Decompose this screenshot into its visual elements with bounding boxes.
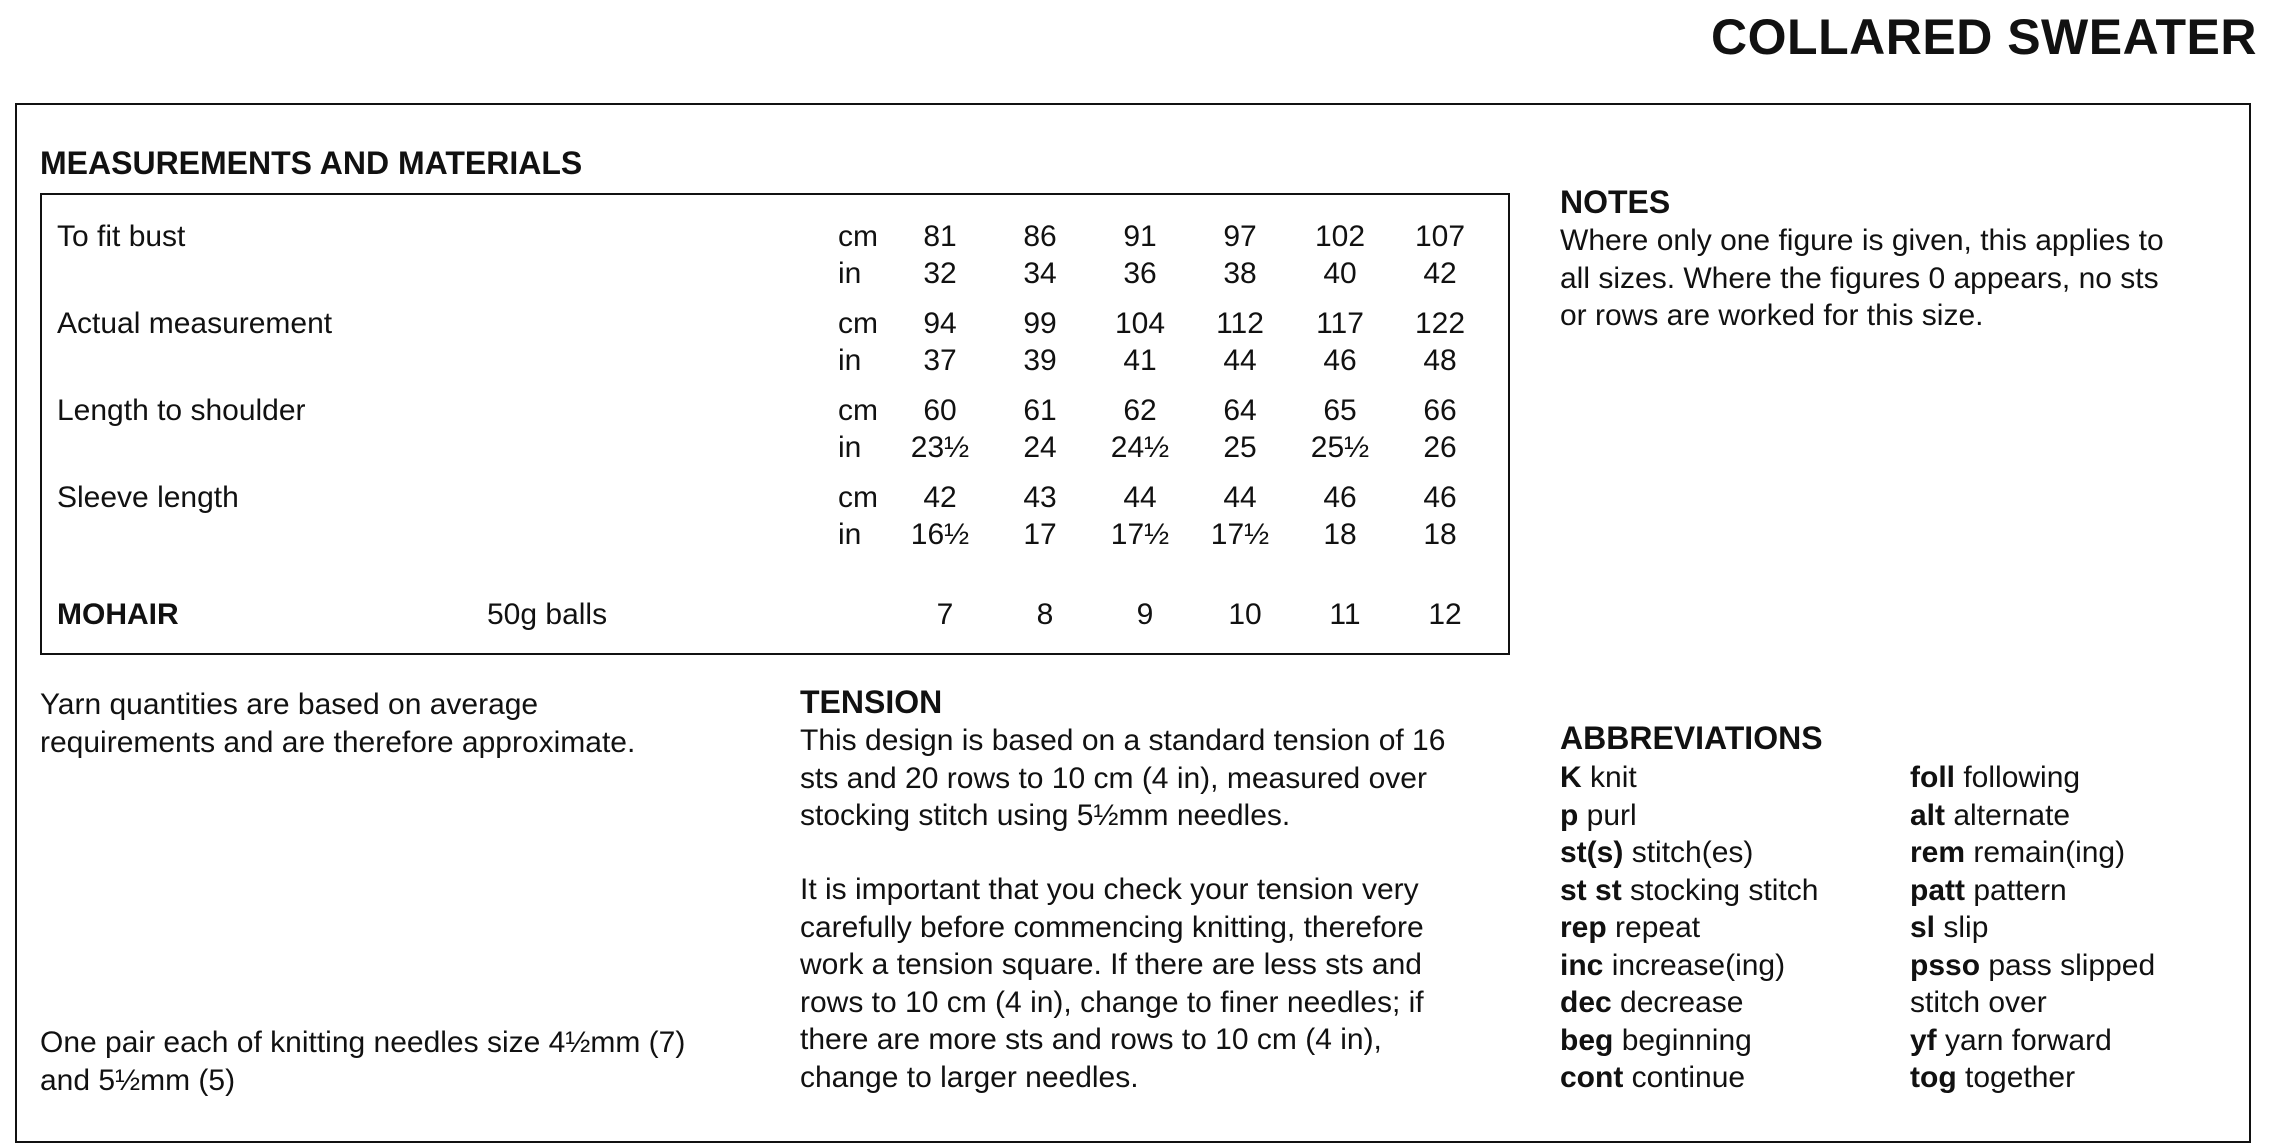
tension-line: there are more sts and rows to 10 cm (4 in), bbox=[800, 1023, 1382, 1056]
abbreviation-meaning: decrease bbox=[1620, 986, 1744, 1019]
value-cm: 117 bbox=[1316, 307, 1364, 340]
abbreviation-meaning: yarn forward bbox=[1945, 1023, 2112, 1057]
abbreviation-item bbox=[1560, 1059, 1818, 1097]
yarn-balls-value: 11 bbox=[1329, 598, 1361, 631]
yarn-unit: 50g balls bbox=[487, 598, 608, 631]
value-cm: 61 bbox=[1023, 394, 1057, 427]
notes-heading: NOTES bbox=[1560, 184, 1671, 220]
value-cm: 65 bbox=[1323, 394, 1357, 427]
value-cm: 94 bbox=[923, 307, 957, 340]
unit-cm: cm bbox=[838, 394, 878, 427]
tension-paragraph-1 bbox=[800, 722, 1445, 835]
abbreviation-term: rem bbox=[1910, 836, 1966, 869]
abbreviation-term: rep bbox=[1560, 911, 1607, 944]
abbreviation-meaning: stocking stitch bbox=[1630, 873, 1819, 907]
abbreviation-term: alt bbox=[1910, 798, 1946, 832]
value-cm: 97 bbox=[1223, 220, 1257, 253]
notes-line: or rows are worked for this size. bbox=[1560, 299, 1984, 332]
value-cm: 102 bbox=[1314, 220, 1366, 253]
value-in: 16½ bbox=[910, 518, 970, 551]
abbreviation-term: cont bbox=[1560, 1061, 1624, 1094]
value-cm: 66 bbox=[1423, 394, 1457, 427]
value-in: 18 bbox=[1423, 518, 1457, 551]
yarn-note-line: requirements and are therefore approximate. bbox=[40, 725, 636, 759]
tension-paragraph-2 bbox=[800, 871, 1424, 1096]
needles-line: One pair each of knitting needles size 4½mm (7) bbox=[40, 1026, 686, 1059]
abbreviation-term: K bbox=[1560, 761, 1582, 794]
abbreviation-meaning: increase(ing) bbox=[1611, 948, 1786, 982]
abbreviations-column-1 bbox=[1560, 759, 1818, 1097]
value-in: 25½ bbox=[1310, 431, 1370, 464]
abbreviation-meaning: together bbox=[1964, 1061, 2076, 1094]
value-in: 48 bbox=[1423, 344, 1457, 377]
abbreviation-term: dec bbox=[1560, 986, 1612, 1019]
abbreviation-item bbox=[1910, 759, 2155, 797]
yarn-name: MOHAIR bbox=[57, 598, 179, 631]
abbreviation-meaning: alternate bbox=[1953, 798, 2071, 832]
yarn-balls-value: 9 bbox=[1136, 598, 1154, 631]
tension-line: It is important that you check your tension very bbox=[800, 873, 1419, 906]
abbreviation-meaning: repeat bbox=[1615, 911, 1701, 944]
abbreviation-meaning: continue bbox=[1631, 1061, 1746, 1094]
yarn-note-line: Yarn quantities are based on average bbox=[40, 688, 539, 721]
measurement-label: Sleeve length bbox=[57, 481, 239, 514]
abbreviation-item bbox=[1560, 909, 1818, 947]
abbreviation-item bbox=[1910, 1059, 2155, 1097]
abbreviation-meaning: knit bbox=[1590, 761, 1637, 794]
abbreviation-term: psso bbox=[1910, 948, 1981, 982]
abbreviation-term: st st bbox=[1560, 873, 1622, 907]
unit-cm: cm bbox=[838, 481, 878, 514]
value-in: 36 bbox=[1123, 257, 1157, 290]
tension-line: change to larger needles. bbox=[800, 1060, 1139, 1094]
yarn-quantity-note bbox=[40, 686, 635, 761]
unit-in: in bbox=[838, 257, 862, 290]
abbreviation-meaning: stitch(es) bbox=[1631, 836, 1754, 869]
value-cm: 99 bbox=[1023, 307, 1057, 340]
value-in: 34 bbox=[1023, 257, 1057, 290]
abbreviation-term: yf bbox=[1910, 1023, 1937, 1057]
abbreviation-item bbox=[1560, 947, 1818, 985]
value-cm: 42 bbox=[923, 481, 957, 514]
measurements-heading: MEASUREMENTS AND MATERIALS bbox=[40, 145, 583, 181]
abbreviation-item bbox=[1560, 834, 1818, 872]
page-title: COLLARED SWEATER bbox=[1711, 9, 2257, 65]
value-in: 18 bbox=[1323, 518, 1357, 551]
value-in: 42 bbox=[1423, 257, 1457, 290]
needles-note bbox=[40, 1024, 685, 1099]
abbreviation-meaning: purl bbox=[1586, 798, 1637, 832]
abbreviation-item bbox=[1910, 909, 2155, 947]
abbreviation-term: st(s) bbox=[1560, 836, 1624, 869]
value-cm: 43 bbox=[1023, 481, 1057, 514]
unit-in: in bbox=[838, 518, 862, 551]
value-in: 32 bbox=[923, 257, 957, 290]
abbreviation-item bbox=[1910, 834, 2155, 872]
tension-line: stocking stitch using 5½mm needles. bbox=[800, 799, 1291, 832]
value-cm: 44 bbox=[1123, 481, 1157, 514]
abbreviation-meaning: following bbox=[1963, 761, 2081, 794]
value-cm: 44 bbox=[1223, 481, 1257, 514]
abbreviation-meaning: beginning bbox=[1621, 1023, 1752, 1057]
abbreviation-item bbox=[1560, 1022, 1818, 1060]
abbreviations-heading: ABBREVIATIONS bbox=[1560, 720, 1823, 756]
value-cm: 91 bbox=[1123, 220, 1157, 253]
value-in: 24 bbox=[1023, 431, 1057, 464]
value-in: 46 bbox=[1323, 344, 1357, 377]
value-in: 24½ bbox=[1110, 431, 1170, 464]
unit-in: in bbox=[838, 431, 862, 464]
abbreviation-item bbox=[1560, 759, 1818, 797]
notes-text bbox=[1560, 222, 2164, 335]
abbreviation-meaning: pattern bbox=[1973, 873, 2067, 907]
value-in: 38 bbox=[1223, 257, 1257, 290]
abbreviation-term: beg bbox=[1560, 1023, 1614, 1057]
value-in: 23½ bbox=[910, 431, 970, 464]
value-cm: 112 bbox=[1216, 307, 1264, 340]
abbreviation-item bbox=[1560, 984, 1818, 1022]
abbreviation-item bbox=[1910, 947, 2155, 985]
value-in: 39 bbox=[1023, 344, 1057, 377]
value-in: 17½ bbox=[1110, 518, 1170, 551]
abbreviation-item bbox=[1910, 984, 2155, 1022]
notes-line: all sizes. Where the figures 0 appears, no sts bbox=[1560, 261, 2159, 295]
abbreviation-meaning: slip bbox=[1943, 911, 1989, 944]
tension-line: work a tension square. If there are less sts and bbox=[800, 948, 1422, 981]
yarn-balls-value: 10 bbox=[1228, 598, 1262, 631]
abbreviation-meaning: stitch over bbox=[1910, 986, 2047, 1019]
value-in: 17½ bbox=[1210, 518, 1270, 551]
value-in: 44 bbox=[1223, 344, 1257, 377]
value-cm: 86 bbox=[1023, 220, 1057, 253]
tension-heading: TENSION bbox=[800, 684, 943, 720]
value-cm: 122 bbox=[1414, 307, 1466, 340]
yarn-balls-value: 12 bbox=[1428, 598, 1462, 631]
value-in: 40 bbox=[1323, 257, 1357, 290]
value-cm: 104 bbox=[1114, 307, 1166, 340]
abbreviation-item bbox=[1560, 872, 1818, 910]
abbreviation-meaning: remain(ing) bbox=[1973, 836, 2126, 869]
value-cm: 107 bbox=[1414, 220, 1466, 253]
unit-cm: cm bbox=[838, 307, 878, 340]
abbreviation-item bbox=[1560, 797, 1818, 835]
value-in: 25 bbox=[1223, 431, 1257, 464]
yarn-balls-value: 8 bbox=[1036, 598, 1054, 631]
value-in: 37 bbox=[923, 344, 957, 377]
value-cm: 46 bbox=[1423, 481, 1457, 514]
abbreviation-term: foll bbox=[1910, 761, 1955, 794]
tension-line: sts and 20 rows to 10 cm (4 in), measured over bbox=[800, 761, 1427, 795]
value-cm: 62 bbox=[1123, 394, 1157, 427]
abbreviation-item bbox=[1910, 872, 2155, 910]
value-cm: 46 bbox=[1323, 481, 1357, 514]
abbreviation-term: patt bbox=[1910, 873, 1965, 907]
unit-in: in bbox=[838, 344, 862, 377]
unit-cm: cm bbox=[838, 220, 878, 253]
tension-line: This design is based on a standard tension of 16 bbox=[800, 724, 1446, 757]
value-cm: 81 bbox=[923, 220, 957, 253]
value-cm: 60 bbox=[923, 394, 957, 427]
measurement-label: To fit bust bbox=[57, 220, 186, 253]
abbreviation-term: tog bbox=[1910, 1061, 1957, 1094]
value-in: 41 bbox=[1123, 344, 1157, 377]
value-cm: 64 bbox=[1223, 394, 1257, 427]
needles-line: and 5½mm (5) bbox=[40, 1063, 236, 1097]
abbreviations-column-2 bbox=[1910, 759, 2155, 1097]
abbreviation-meaning: pass slipped bbox=[1988, 948, 2156, 982]
measurement-label: Length to shoulder bbox=[57, 394, 306, 427]
abbreviation-item bbox=[1910, 797, 2155, 835]
yarn-balls-value: 7 bbox=[936, 598, 954, 631]
abbreviation-term: sl bbox=[1910, 911, 1936, 944]
tension-line: rows to 10 cm (4 in), change to finer needles; if bbox=[800, 985, 1424, 1019]
abbreviation-term: p bbox=[1560, 798, 1579, 832]
abbreviation-term: inc bbox=[1560, 948, 1604, 982]
value-in: 26 bbox=[1423, 431, 1457, 464]
measurement-label: Actual measurement bbox=[57, 307, 333, 340]
notes-line: Where only one figure is given, this applies to bbox=[1560, 224, 2164, 257]
abbreviation-item bbox=[1910, 1022, 2155, 1060]
value-in: 17 bbox=[1023, 518, 1057, 551]
tension-line: carefully before commencing knitting, therefore bbox=[800, 910, 1424, 944]
